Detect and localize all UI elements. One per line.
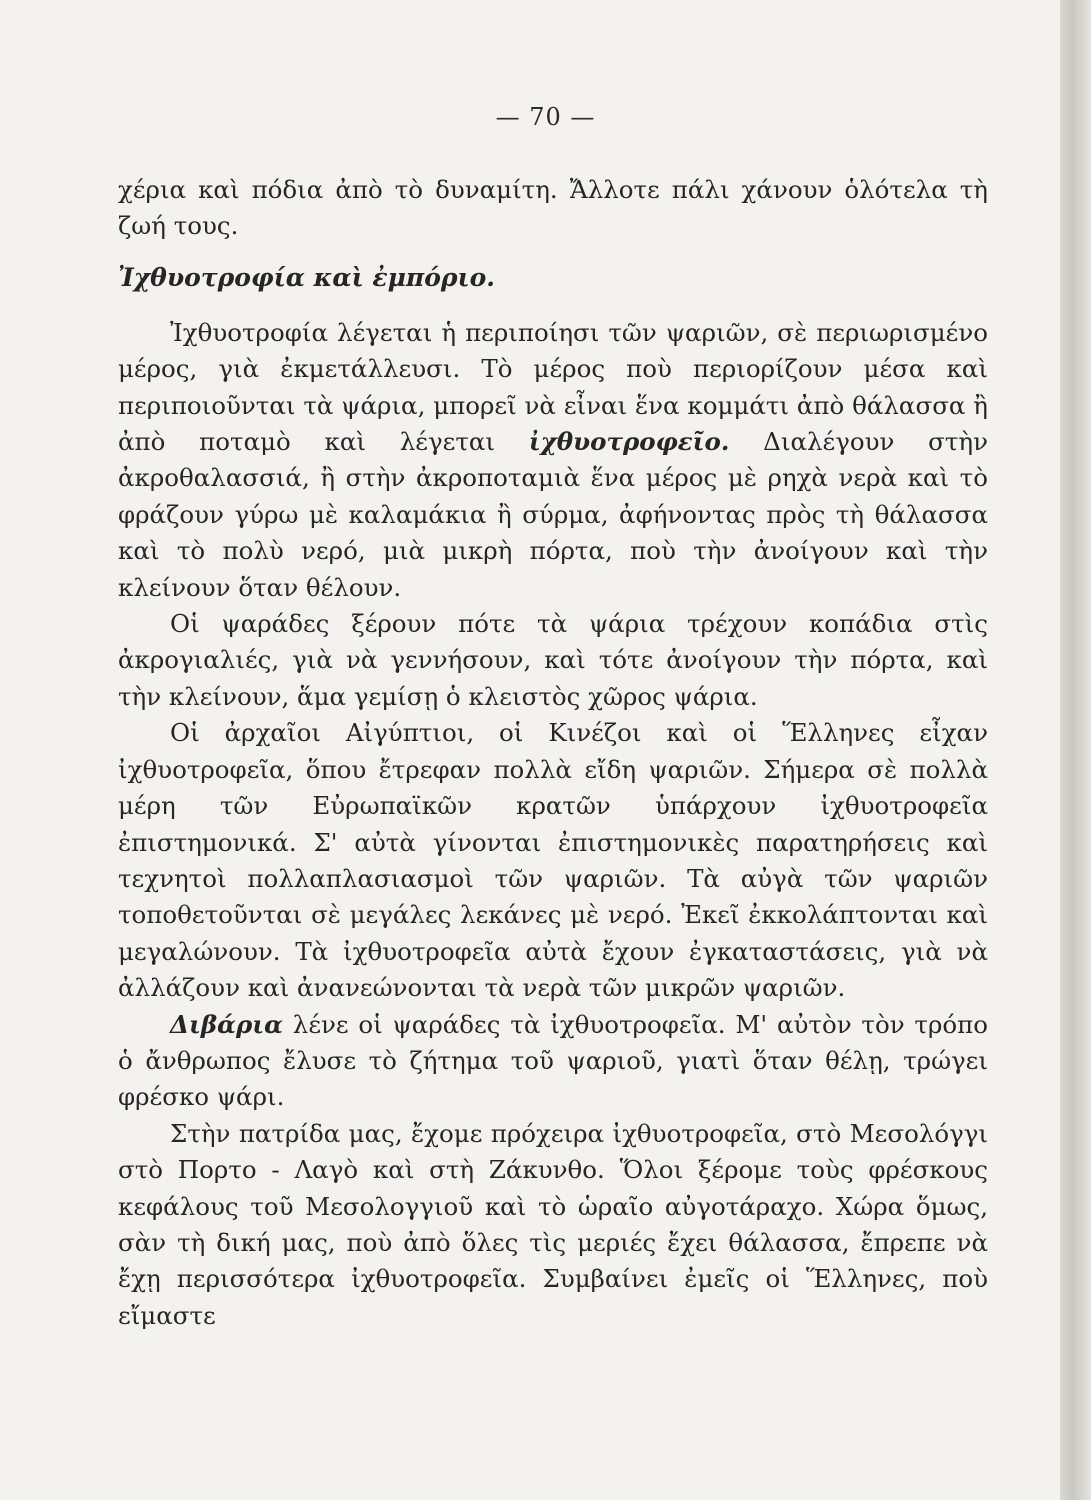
paragraph-continuation: χέρια καὶ πόδια ἀπὸ τὸ δυναμίτη. Ἄλλοτε πάλι χάνουν ὁλότελα τὴ ζωή τους. xyxy=(118,175,988,241)
paragraph-greece: Στὴν πατρίδα μας, ἔχομε πρόχειρα ἰχθυοτροφεῖα, στὸ Μεσολόγγι στὸ Πορτο - Λαγὸ καὶ στὴ Ζάκυνθο. Ὅλοι ξέρομε τοὺς φρέσκους κεφάλους τοῦ Μεσολογγιοῦ καὶ τὸ ὡραῖο αὐγοτάραχο. Χώρα ὅμως, σὰν τὴ δική μας, ποὺ ἀπὸ ὅλες τὶς μεριές ἔχει θάλασσα, ἔπρεπε νὰ ἔχῃ περισσότερα ἰχθυοτροφεῖα. Συμβαίνει ἐμεῖς οἱ Ἕλληνες, ποὺ εἴμαστε xyxy=(118,1118,988,1330)
emphasized-term: Διβάρια xyxy=(170,1009,283,1039)
paragraph-history: Οἱ ἀρχαῖοι Αἰγύπτιοι, οἱ Κινέζοι καὶ οἱ Ἕλληνες εἶχαν ἰχθυοτροφεῖα, ὅπου ἔτρεφαν πολλὰ εἴδη ψαριῶν. Σήμερα σὲ πολλὰ μέρη τῶν Εὐρωπαϊκῶν κρατῶν ὑπάρχουν ἰχθυοτροφεῖα ἐπιστημονικά. Σ' αὐτὰ γίνονται ἐπιστημονικὲς παρατηρήσεις καὶ τεχνητοὶ πολλαπλασιασμοὶ τῶν ψαριῶν. Τὰ αὐγὰ τῶν ψαριῶν τοποθετοῦνται σὲ μεγάλες λεκάνες μὲ νερό. Ἐκεῖ ἐκκολάπτονται καὶ μεγαλώνουν. Τὰ ἰχθυοτροφεῖα αὐτὰ ἔχουν ἐγκαταστάσεις, γιὰ νὰ ἀλλάζουν καὶ ἀνανεώνονται τὰ νερὰ τῶν μικρῶν ψαριῶν. xyxy=(118,718,988,1003)
paragraph-text: λένε οἱ ψαράδες τὰ ἰχθυοτροφεῖα. Μ' αὐτὸν τὸν τρόπο ὁ ἄνθρωπος ἔλυσε τὸ ζήτημα τοῦ ψαριοῦ, γιατὶ ὅταν θέλῃ, τρώγει φρέσκο ψάρι. xyxy=(118,1009,988,1112)
page-text xyxy=(118,172,988,1334)
section-heading: Ἰχθυοτροφία καὶ ἐμπόριο. xyxy=(118,262,495,292)
paragraph-divaria xyxy=(118,1007,988,1116)
paragraph-fishermen: Οἱ ψαράδες ξέρουν πότε τὰ ψάρια τρέχουν κοπάδια στὶς ἀκρογιαλιές, γιὰ νὰ γεννήσουν, καὶ τότε ἀνοίγουν τὴν πόρτα, καὶ τὴν κλείνουν, ἅμα γεμίσῃ ὁ κλειστὸς χῶρος ψάρια. xyxy=(118,609,988,711)
page-number: — 70 — xyxy=(495,103,596,131)
emphasized-term: ἰχθυοτροφεῖο. xyxy=(528,427,730,457)
page-edge-shadow xyxy=(1060,0,1091,1500)
paragraph-text: Ἰχθυοτροφία λέγεται ἡ περιποίησι τῶν ψαριῶν, σὲ περιωρισμένο μέρος, γιὰ ἐκμετάλλευσι. Τὸ μέρος ποὺ περιορίζουν μέσα καὶ περιποιοῦνται τὰ ψάρια, μπορεῖ νὰ εἶναι ἕνα κομμάτι ἀπὸ θάλασσα ἢ ἀπὸ ποταμὸ καὶ λέγεται xyxy=(118,317,988,457)
paragraph-definition xyxy=(118,315,988,606)
paragraph-text: Διαλέγουν στὴν ἀκροθαλασσιά, ἢ στὴν ἀκροποταμιὰ ἕνα μέρος μὲ ρηχὰ νερὰ καὶ τὸ φράζουν γύρω μὲ καλαμάκια ἢ σύρμα, ἀφήνοντας πρὸς τὴ θάλασσα καὶ τὸ πολὺ νερό, μιὰ μικρὴ πόρτα, ποὺ τὴν ἀνοίγουν καὶ τὴν κλείνουν ὅταν θέλουν. xyxy=(118,427,988,602)
